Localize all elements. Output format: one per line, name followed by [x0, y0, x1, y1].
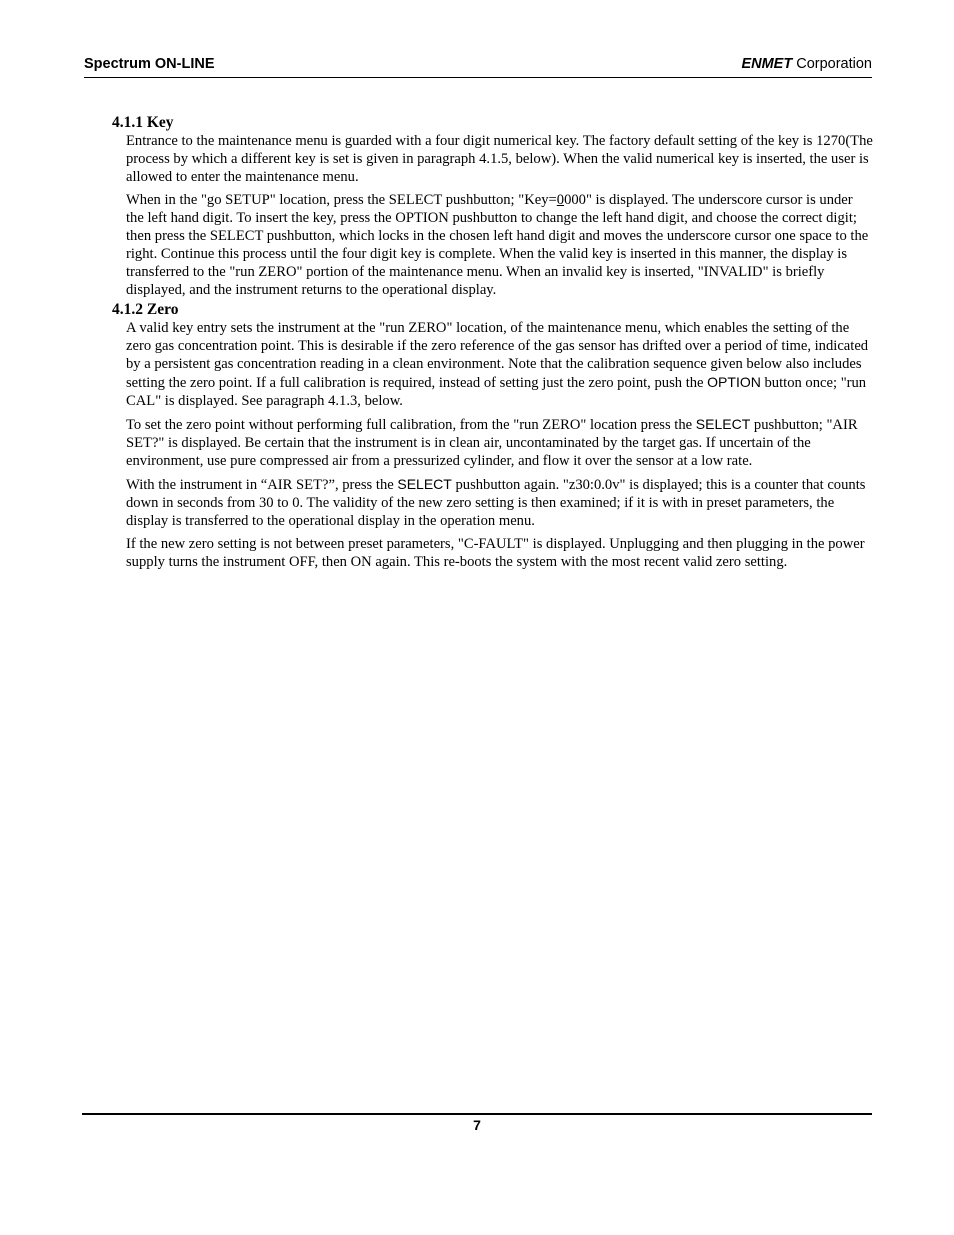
- zero-paragraph-4: If the new zero setting is not between preset parameters, "C-FAULT" is displayed. Unplugging and then plugging in the power supply turns the instrument OFF, then ON again. This re-boots the system with the most recent valid zero setting.: [126, 536, 865, 570]
- document-title: Spectrum ON-LINE: [84, 56, 215, 72]
- section-key: [112, 113, 874, 299]
- footer-divider: [82, 1113, 872, 1115]
- zero-paragraph-3-part-a: With the instrument in “AIR SET?”, press the: [126, 477, 398, 493]
- select-button-name: SELECT: [695, 416, 751, 432]
- option-button-name: OPTION: [707, 374, 761, 390]
- key-paragraph-2: [126, 191, 874, 299]
- page-header: [84, 55, 872, 78]
- zero-paragraph-1: [126, 319, 874, 410]
- company-name: [741, 56, 872, 72]
- key-paragraph-2-part-b: 000" is displayed. The underscore cursor is under the left hand digit. To insert the key, press the OPTION pushbutton to change the left hand digit, and choose the correct digit; then press the SELECT pushbutton, which locks in the chosen left hand digit and moves the underscore cursor one space to the right. Continue this process until the four digit key is complete. When the valid key is inserted in this manner, the display is transferred to the "run ZERO" portion of the maintenance menu. When an invalid key is inserted, "INVALID" is briefly displayed, and the instrument returns to the operational display.: [126, 192, 869, 298]
- key-paragraph-1: Entrance to the maintenance menu is guarded with a four digit numerical key. The factory default setting of the key is 1270(The process by which a different key is set is given in paragraph 4.1.5, below). When the valid numerical key is inserted, the user is allowed to enter the maintenance menu.: [126, 133, 873, 185]
- zero-paragraph-1-part-b: button once; "run CAL" is displayed. See paragraph 4.1.3, below.: [126, 375, 867, 409]
- zero-paragraph-3-part-b: pushbutton again. "z30:0.0v" is displayed; this is a counter that counts down in seconds from 30 to 0. The validity of the new zero setting is then examined; if it is with in preset parameters, the display is transferred to the operational display in the operation menu.: [126, 477, 866, 529]
- select-button-name: SELECT: [397, 476, 452, 492]
- section-heading-zero: 4.1.2 Zero: [112, 301, 179, 318]
- key-paragraph-2-part-a: When in the "go SETUP" location, press the SELECT pushbutton; "Key=: [126, 192, 557, 208]
- section-zero: [112, 300, 874, 571]
- section-heading-key: 4.1.1 Key: [112, 114, 174, 131]
- company-brand: ENMET: [741, 56, 793, 72]
- underscore-cursor-digit: 0: [556, 192, 565, 208]
- zero-paragraph-2: [126, 415, 874, 470]
- page-number: 7: [473, 1117, 481, 1133]
- zero-paragraph-3: [126, 475, 874, 530]
- page-body: [112, 113, 874, 571]
- company-suffix: Corporation: [792, 56, 872, 72]
- zero-paragraph-2-part-a: To set the zero point without performing full calibration, from the "run ZERO" location press the: [126, 417, 696, 433]
- zero-paragraph-1-part-a: A valid key entry sets the instrument at the "run ZERO" location, of the maintenance menu, which enables the setting of the zero gas concentration point. This is desirable if the zero reference of the gas sensor has drifted over a period of time, indicated by a persistent gas concentration reading in a clean environment. Note that the calibration sequence given below also includes setting the zero point. If a full calibration is required, instead of setting just the zero point, push the: [126, 320, 869, 391]
- zero-paragraph-2-part-b: pushbutton; "AIR SET?" is displayed. Be certain that the instrument is in clean air, uncontaminated by the target gas. If uncertain of the environment, use pure compressed air from a pressurized cylinder, and flow it over the sensor at a low rate.: [126, 417, 858, 469]
